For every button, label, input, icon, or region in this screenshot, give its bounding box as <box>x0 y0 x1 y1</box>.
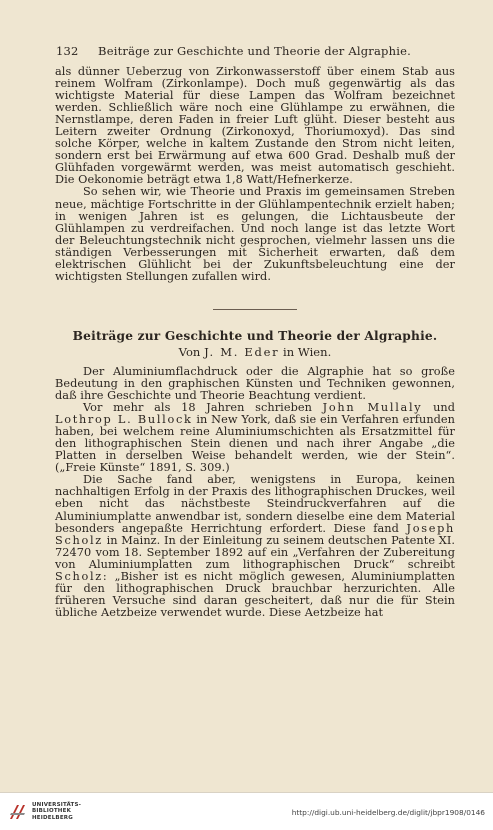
page-header <box>56 44 453 58</box>
library-name-line: BIBLIOTHEK <box>32 808 72 815</box>
digitization-footer <box>0 792 493 830</box>
paragraph-intro: Der Aluminiumflachdruck oder die Algraphie hat so große Bedeutung in den graphischen Künsten und Techniken gewonnen, daß ihre Geschichte und Theorie Beachtung verdient. <box>55 364 455 403</box>
section-author <box>55 346 455 358</box>
library-name <box>32 802 81 821</box>
paragraph-continuation: als dünner Ueberzug von Zirkonwasserstoff über einem Stab aus reinem Wolfram (Zirkonlampe). Doch muß gegenwärtig als das wichtigste Material für diese Lampen das Wolfram bezeichnet werden. Schließlich wäre noch eine Glühlampe zu erwähnen, die Nernstlampe, deren Faden in freier Luft glüht. Dieser besteht aus Leitern zweiter Ordnung (Zirkonoxyd, Thoriumoxyd). Das sind solche Körper, welche in kaltem Zustande den Strom nicht leiten, sondern erst bei Erwärmung auf etwa 600 Grad. Deshalb muß der Glühfaden vorgewärmt werden, was meist automatisch geschieht. Die Oekonomie beträgt etwa 1,8 Watt/Hefnerkerze. <box>55 65 455 187</box>
author-name: J. M. Eder <box>204 344 280 359</box>
source-url-link[interactable]: http://digi.ub.uni-heidelberg.de/diglit/jbpr1908/0146 <box>291 808 485 817</box>
author-suffix: in Wien. <box>283 344 332 359</box>
person-name: Joseph Scholz <box>55 521 455 547</box>
library-logo-icon <box>8 802 28 822</box>
paragraph-conclusion: So sehen wir, wie Theorie und Praxis im gemeinsamen Streben neue, mächtige Fortschritte in der Glühlampentechnik erzielt haben; in wenigen Jahren ist es gelungen, die Lichtausbeute der Glühlampen zu verdreifachen. Und noch lange ist das letzte Wort der Beleuchtungstechnik nicht gesprochen, vielmehr lassen uns die ständigen Verbesserungen mit Sicherheit erwarten, daß dem elektrischen Glühlicht bei der Zukunftsbeleuchtung eine der wichtigsten Stellungen zufallen wird. <box>55 185 455 283</box>
text-run: Die Sache fand aber, wenigstens in Europa, keinen nachhaltigen Erfolg in der Praxis des lithographischen Druckes, weil eben nicht das nächstbeste Steindruckverfahren auf die Aluminiumplatte anwendbar ist, sondern dieselbe eine dem Material besonders angepaßte Herrichtung erfordert. Diese fand <box>55 473 455 535</box>
author-prefix: Von <box>178 344 201 359</box>
running-title: Beiträge zur Geschichte und Theorie der Algraphie. <box>98 44 411 58</box>
text-run: in New York, daß sie ein Verfahren erfunden haben, bei welchem reine Aluminiumschichten als Ersatzmittel für den lithographischen Stein dienen und nach ihrer Angabe „die Platten in derselben Weise behandelt werden, wie der Stein“. („Freie Künste“ 1891, S. 309.) <box>55 413 455 475</box>
library-name-line: UNIVERSITÄTS- <box>32 802 82 808</box>
text-run: und <box>433 401 455 415</box>
page-number: 132 <box>56 44 79 58</box>
library-name-line: HEIDELBERG <box>32 814 73 821</box>
text-run: Vor mehr als 18 Jahren schrieben <box>83 401 312 415</box>
text-run: in Mainz. In der Einleitung zu seinem deutschen Patente XI. 72470 vom 18. September 1892 auf ein „Verfahren der Zubereitung von Aluminiumplatten zum lithographischen Druck“ schreibt <box>55 533 455 571</box>
body-text <box>55 66 455 619</box>
paragraph-scholz <box>55 474 455 619</box>
section-divider <box>213 309 297 310</box>
person-name: Lothrop L. Bullock <box>55 413 193 427</box>
paragraph-history <box>55 402 455 474</box>
header-spacer <box>417 44 453 58</box>
person-name: Scholz: <box>55 569 109 583</box>
person-name: John Mullaly <box>322 401 423 415</box>
section-title: Beiträge zur Geschichte und Theorie der Algraphie. <box>72 328 438 343</box>
text-run: „Bisher ist es nicht möglich gewesen, Aluminiumplatten für den lithographischen Druck brauchbar herzurichten. Alle früheren Versuche sind daran gescheitert, daß nur die für Stein übliche Aetzbeize verwendet wurde. Diese Aetzbeize hat <box>55 569 455 619</box>
